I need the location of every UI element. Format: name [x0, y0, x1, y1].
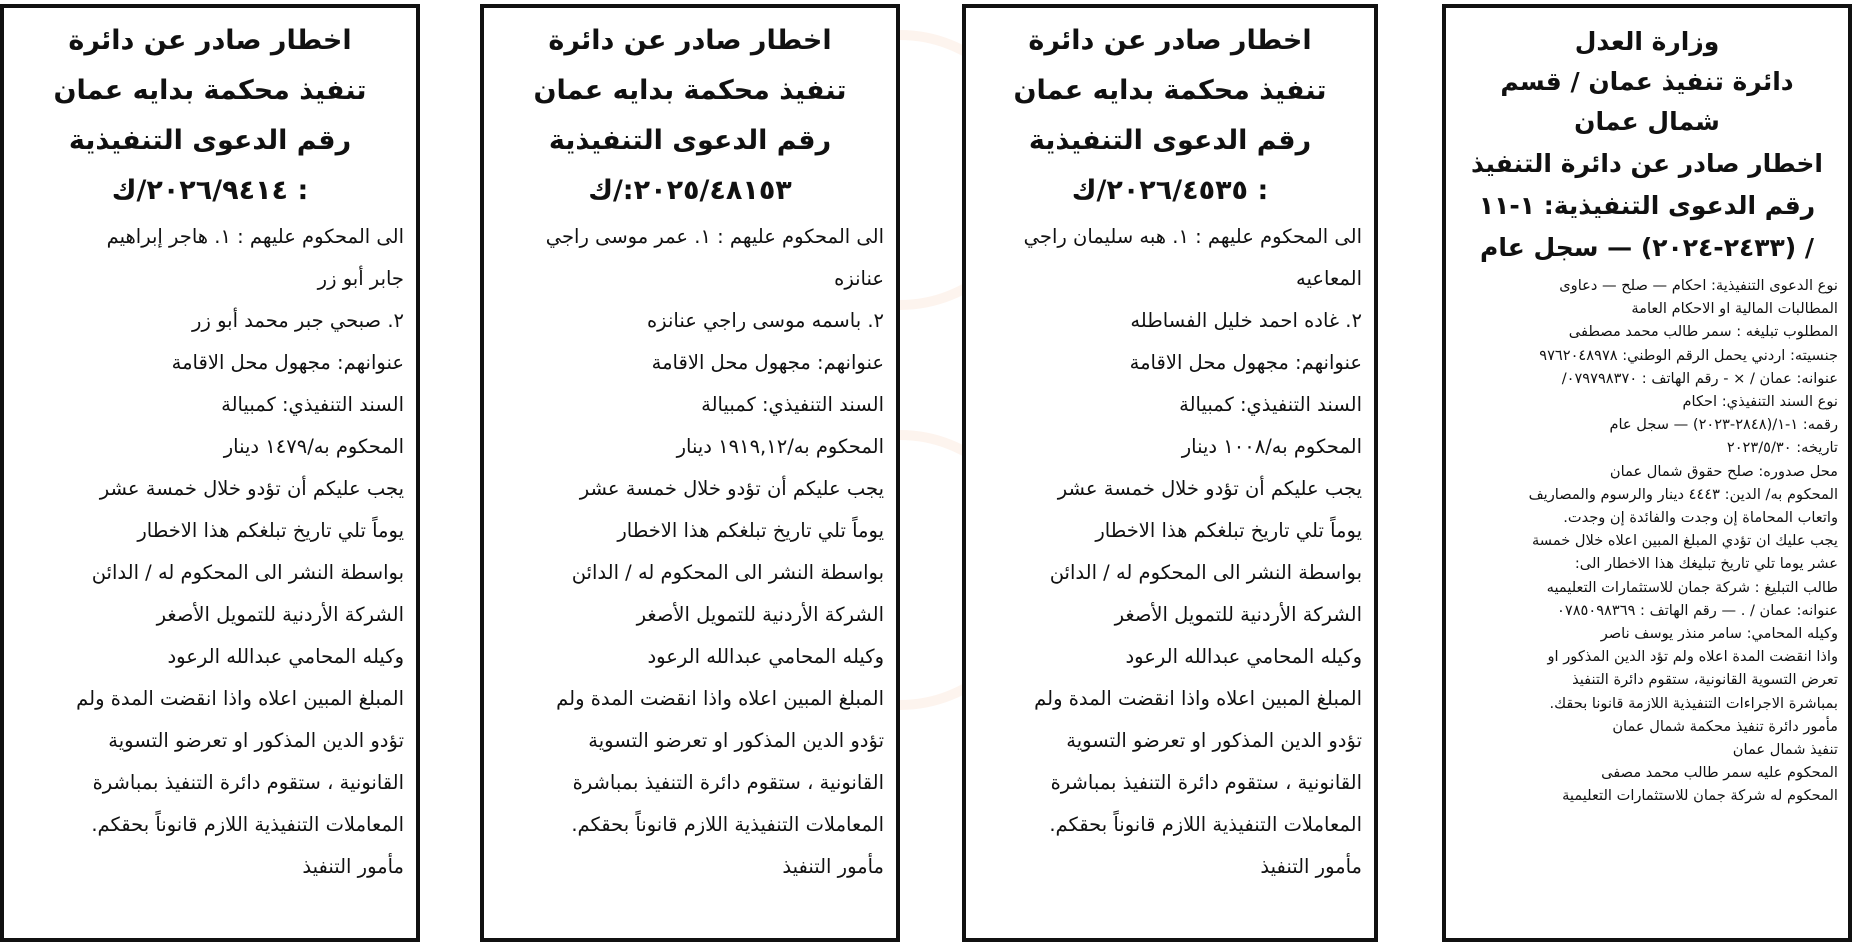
- body-line: يجب عليكم أن تؤدو خلال خمسة عشر: [579, 477, 884, 500]
- body-line: الى المحكوم عليهم : ١. هبه سليمان راجي: [1023, 225, 1362, 248]
- body-line: يوماً تلي تاريخ تبلغكم هذا الاخطار: [137, 519, 404, 542]
- body-line: مأمور التنفيذ: [782, 855, 884, 878]
- body-line: المحكوم به/ الدين: ٤٤٤٣ دينار والرسوم والمصاريف: [1528, 485, 1838, 503]
- notice-title: اخطار صادر عن دائرة: [68, 25, 352, 56]
- body-line: نوع الدعوى التنفيذية: احكام — صلح — دعاوى: [1559, 277, 1838, 294]
- body-line: جنسيته: اردني يحمل الرقم الوطني: ٩٧٦٢٠٤٨٩٧٨: [1539, 346, 1838, 364]
- case-number: رقم الدعوى التنفيذية: ١-١١: [1478, 191, 1816, 220]
- body-line: جابر أبو زر: [317, 267, 404, 290]
- notice-case-9414: [0, 4, 420, 942]
- body-line: القانونية ، ستقوم دائرة التنفيذ بمباشرة: [92, 771, 404, 794]
- body-line: طالب التبليغ : شركة جمان للاستثمارات التعليميه: [1546, 578, 1838, 596]
- body-line: عنوانه: عمان / × - رقم الهاتف : ٠٧٩٧٩٨٣٧٠/: [1561, 369, 1838, 387]
- body-line: الى المحكوم عليهم : ١. عمر موسى راجي: [545, 225, 884, 248]
- body-line: المطالبات المالية او الاحكام العامة: [1631, 300, 1838, 318]
- body-line: يوماً تلي تاريخ تبلغكم هذا الاخطار: [1095, 519, 1362, 542]
- notice-title: اخطار صادر عن دائرة: [548, 25, 832, 56]
- body-line: محل صدوره: صلح حقوق شمال عمان: [1609, 462, 1838, 480]
- body-line: بواسطة النشر الى المحكوم له / الدائن: [91, 561, 404, 584]
- case-number: : ٢٠٢٦/٩٤١٤/ك: [111, 175, 309, 206]
- body-line: المحكوم به/١٩١٩,١٢ دينار: [676, 435, 884, 458]
- notice-body: [484, 216, 896, 888]
- notice-title: اخطار صادر عن دائرة: [1028, 25, 1312, 56]
- body-line: القانونية ، ستقوم دائرة التنفيذ بمباشرة: [572, 771, 884, 794]
- body-line: الشركة الأردنية للتمويل الأصغر: [156, 603, 404, 626]
- ministry-title: وزارة العدل: [1574, 27, 1720, 56]
- notice-body: [4, 216, 416, 888]
- body-line: الشركة الأردنية للتمويل الأصغر: [1114, 603, 1362, 626]
- body-line: مأمور التنفيذ: [302, 855, 404, 878]
- body-line: ٢. غاده احمد خليل الفساطله: [1130, 309, 1362, 332]
- body-line: المحكوم به/١٤٧٩ دينار: [223, 435, 404, 458]
- body-line: ٢. صبحي جبر محمد أبو زر: [192, 309, 404, 332]
- body-line: عشر يوما تلي تاريخ تبليغك هذا الاخطار الى:: [1574, 555, 1838, 573]
- body-line: يوماً تلي تاريخ تبلغكم هذا الاخطار: [617, 519, 884, 542]
- notice-header: [4, 18, 416, 214]
- body-line: السند التنفيذي: كمبيالة: [221, 393, 404, 416]
- notice-case-48153: [480, 4, 900, 942]
- notice-header: [1446, 20, 1848, 270]
- case-label: رقم الدعوى التنفيذية: [548, 125, 832, 156]
- body-line: المعاعيه: [1296, 267, 1362, 290]
- body-line: واذا انقضت المدة اعلاه ولم تؤد الدين المذكور او: [1547, 648, 1838, 666]
- notice-body: [1446, 272, 1848, 808]
- body-line: وكيله المحامي عبدالله الرعود: [647, 645, 884, 668]
- body-line: السند التنفيذي: كمبيالة: [1179, 393, 1362, 416]
- notice-header: [484, 18, 896, 214]
- body-line: ٢. باسمه موسى راجي عنانزه: [646, 309, 884, 332]
- notice-case-4535: [962, 4, 1378, 942]
- body-line: عنانزه: [834, 267, 884, 290]
- case-label: رقم الدعوى التنفيذية: [68, 125, 352, 156]
- body-line: يجب عليكم أن تؤدو خلال خمسة عشر: [1057, 477, 1362, 500]
- body-line: الى المحكوم عليهم : ١. هاجر إبراهيم: [106, 225, 404, 248]
- department-line: شمال عمان: [1574, 107, 1720, 136]
- body-line: تؤدو الدين المذكور او تعرضو التسوية: [108, 729, 404, 752]
- body-line: وكيله المحامي عبدالله الرعود: [167, 645, 404, 668]
- body-line: بمباشرة الاجراءات التنفيذية اللازمة قانونا بحقك.: [1549, 694, 1838, 712]
- notice-title: اخطار صادر عن دائرة التنفيذ: [1471, 149, 1823, 178]
- body-line: تنفيذ شمال عمان: [1732, 741, 1838, 759]
- body-line: المبلغ المبين اعلاه واذا انقضت المدة ولم: [1034, 687, 1362, 710]
- body-line: وكيله المحامي: سامر منذر يوسف ناصر: [1600, 625, 1838, 643]
- body-line: مأمور دائرة تنفيذ محكمة شمال عمان: [1612, 717, 1838, 735]
- body-line: المبلغ المبين اعلاه واذا انقضت المدة ولم: [76, 687, 404, 710]
- body-line: تؤدو الدين المذكور او تعرضو التسوية: [588, 729, 884, 752]
- body-line: مأمور التنفيذ: [1260, 855, 1362, 878]
- court-line: تنفيذ محكمة بدايه عمان: [533, 75, 847, 106]
- body-line: وكيله المحامي عبدالله الرعود: [1125, 645, 1362, 668]
- body-line: عنوانهم: مجهول محل الاقامة: [171, 351, 404, 374]
- body-line: بواسطة النشر الى المحكوم له / الدائن: [1049, 561, 1362, 584]
- notice-ministry: [1442, 4, 1852, 942]
- body-line: واتعاب المحاماة إن وجدت والفائدة إن وجدت.: [1563, 509, 1838, 527]
- body-line: تؤدو الدين المذكور او تعرضو التسوية: [1066, 729, 1362, 752]
- body-line: يجب عليكم أن تؤدو خلال خمسة عشر: [99, 477, 404, 500]
- body-line: القانونية ، ستقوم دائرة التنفيذ بمباشرة: [1050, 771, 1362, 794]
- court-line: تنفيذ محكمة بدايه عمان: [53, 75, 367, 106]
- body-line: عنوانه: عمان / . — رقم الهاتف : ٠٧٨٥٠٩٨٣٦٩: [1557, 601, 1838, 619]
- body-line: المحكوم عليه سمر طالب محمد مصفى: [1601, 764, 1838, 782]
- body-line: المعاملات التنفيذية اللازم قانوناً بحقكم.: [91, 813, 404, 836]
- body-line: المعاملات التنفيذية اللازم قانوناً بحقكم.: [1049, 813, 1362, 836]
- body-line: رقمه: ١-١/(٢٨٤٨-٢٠٢٣) — سجل عام: [1609, 416, 1838, 434]
- body-line: تعرض التسوية القانونية، ستقوم دائرة التنفيذ: [1572, 671, 1838, 689]
- body-line: الشركة الأردنية للتمويل الأصغر: [636, 603, 884, 626]
- case-number-cont: / (٢٤٣٣-٢٠٢٤) — سجل عام: [1480, 233, 1814, 262]
- body-line: عنوانهم: مجهول محل الاقامة: [1129, 351, 1362, 374]
- body-line: المحكوم به/١٠٠٨ دينار: [1181, 435, 1362, 458]
- body-line: السند التنفيذي: كمبيالة: [701, 393, 884, 416]
- body-line: المحكوم له شركة جمان للاستثمارات التعليمية: [1562, 787, 1838, 805]
- body-line: نوع السند التنفيذي: احكام: [1682, 393, 1838, 411]
- body-line: المعاملات التنفيذية اللازم قانوناً بحقكم.: [571, 813, 884, 836]
- case-number: ٢٠٢٥/٤٨١٥٣:/ك: [588, 175, 792, 206]
- body-line: عنوانهم: مجهول محل الاقامة: [651, 351, 884, 374]
- body-line: المبلغ المبين اعلاه واذا انقضت المدة ولم: [556, 687, 884, 710]
- department-line: دائرة تنفيذ عمان / قسم: [1500, 67, 1794, 96]
- body-line: بواسطة النشر الى المحكوم له / الدائن: [571, 561, 884, 584]
- case-number: : ٢٠٢٦/٤٥٣٥/ك: [1071, 175, 1269, 206]
- body-line: يجب عليك ان تؤدي المبلغ المبين اعلاه خلال خمسة: [1531, 532, 1838, 550]
- body-line: المطلوب تبليغه : سمر طالب محمد مصطفى: [1568, 323, 1838, 341]
- notice-body: [966, 216, 1374, 888]
- notice-header: [966, 18, 1374, 214]
- case-label: رقم الدعوى التنفيذية: [1028, 125, 1312, 156]
- court-line: تنفيذ محكمة بدايه عمان: [1013, 75, 1327, 106]
- body-line: تاريخه: ٢٠٢٣/٥/٣٠: [1726, 439, 1838, 457]
